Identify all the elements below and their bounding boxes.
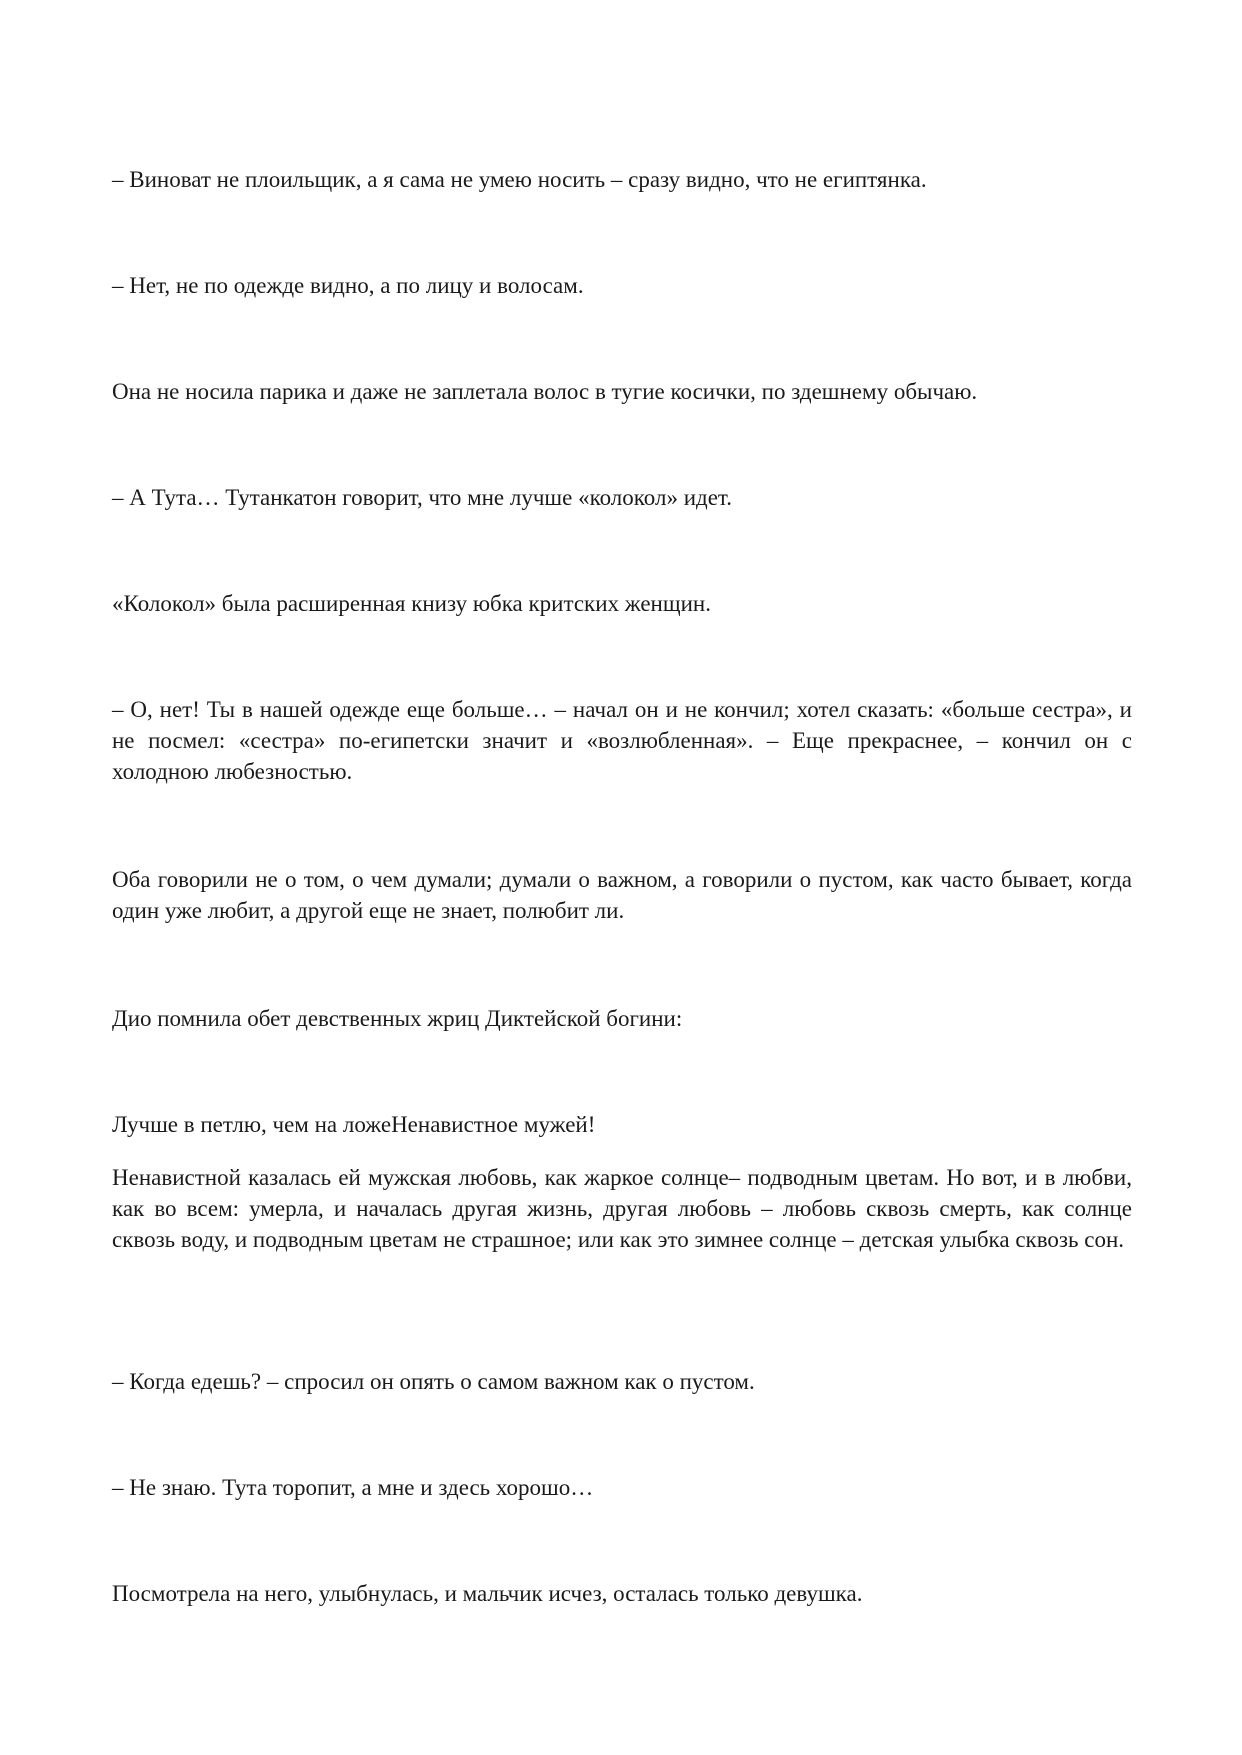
paragraph-1: – Виноват не плоильщик, а я сама не умею носить – сразу видно, что не египтянка. bbox=[112, 167, 927, 192]
paragraph-12: Посмотрела на него, улыбнулась, и мальчик исчез, осталась только девушка. bbox=[112, 1581, 863, 1606]
paragraph-11: – Не знаю. Тута торопит, а мне и здесь хорошо… bbox=[112, 1475, 594, 1500]
paragraph-8: Дио помнила обет девственных жриц Диктейской богини: bbox=[112, 1006, 683, 1031]
paragraph-2: – Нет, не по одежде видно, а по лицу и волосам. bbox=[112, 273, 584, 298]
paragraph-6: – О, нет! Ты в нашей одежде еще больше… – начал он и не кончил; хотел сказать: «больше сестра», и не посмел: «сестра» по-египетски значит и «возлюбленная». – Еще прекраснее, – кончил он с холодною любезностью. bbox=[112, 697, 1132, 784]
paragraph-10: – Когда едешь? – спросил он опять о самом важном как о пустом. bbox=[112, 1369, 755, 1394]
paragraph-5: «Колокол» была расширенная книзу юбка критских женщин. bbox=[112, 591, 711, 616]
verse-line: Лучше в петлю, чем на ложеНенавистное мужей! bbox=[112, 1112, 596, 1137]
paragraph-4: – А Тута… Тутанкатон говорит, что мне лучше «колокол» идет. bbox=[112, 485, 733, 510]
paragraph-3: Она не носила парика и даже не заплетала волос в тугие косички, по здешнему обычаю. bbox=[112, 379, 978, 404]
paragraph-9: Ненавистной казалась ей мужская любовь, как жаркое солнце– подводным цветам. Но вот, и в любви, как во всем: умерла, и началась другая жизнь, другая любовь – любовь сквозь смерть, как солнце сквозь воду, и подводным цветам не страшное; или как это зимнее солнце – детская улыбка сквозь сон. bbox=[112, 1165, 1132, 1252]
paragraph-7: Оба говорили не о том, о чем думали; думали о важном, а говорили о пустом, как часто бывает, когда один уже любит, а другой еще не знает, полюбит ли. bbox=[112, 867, 1132, 923]
